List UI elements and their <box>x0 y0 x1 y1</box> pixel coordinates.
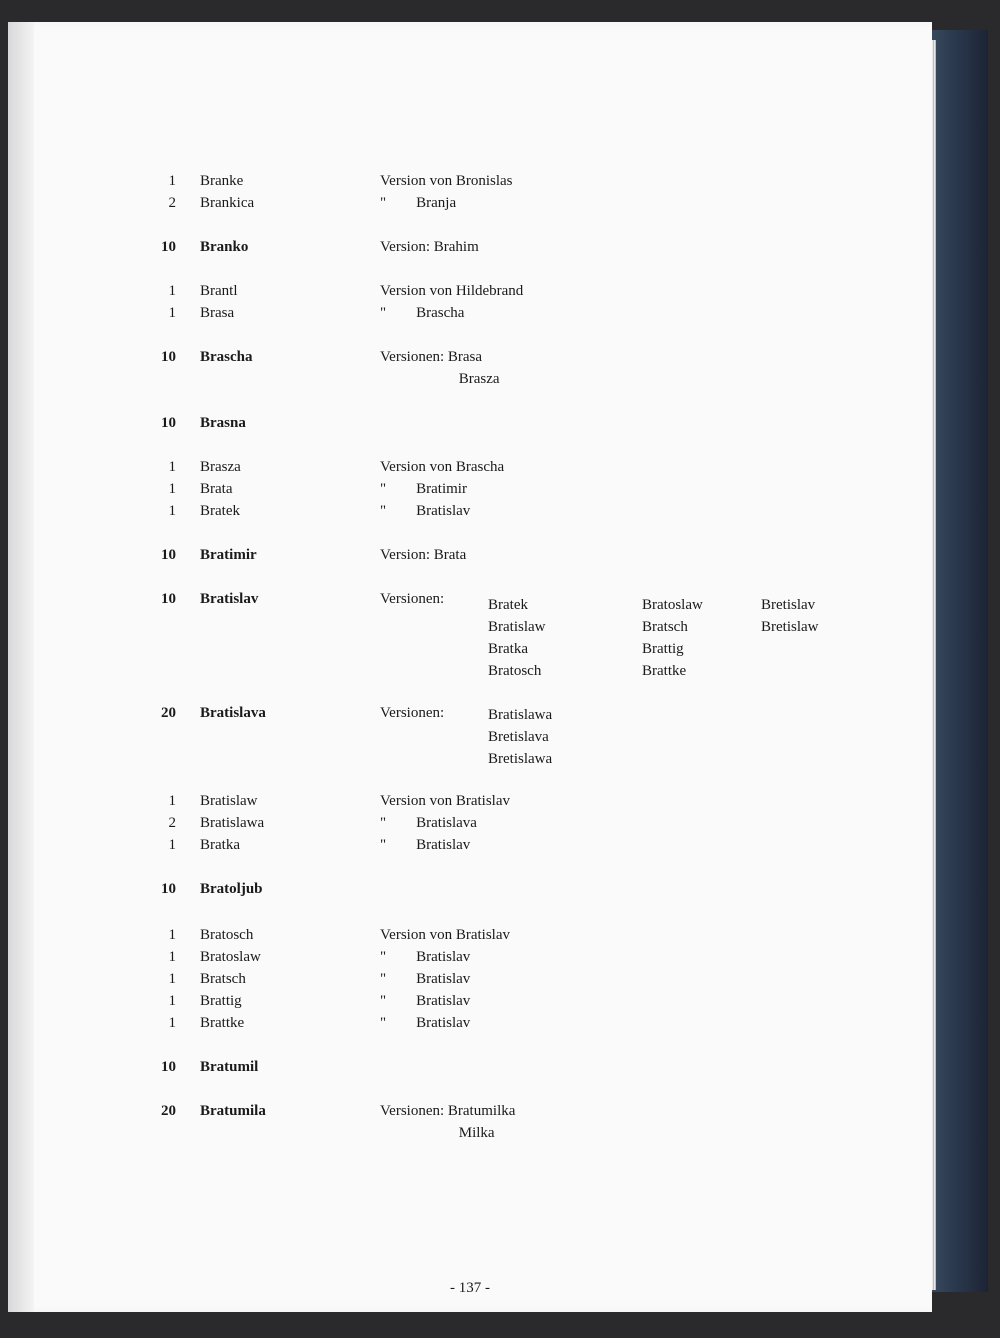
entry-count: 10 <box>161 415 176 431</box>
entry-count: 1 <box>168 503 176 519</box>
entry-name: Bratumila <box>200 1103 266 1119</box>
bratislava-version-3: Bretislawa <box>488 751 553 767</box>
book-cover-edge <box>930 30 988 1292</box>
bratislava-version-1: Bratislawa <box>488 707 553 723</box>
entry-name: Bratislaw <box>200 793 258 809</box>
bratislav-version-3-2: Bretislaw <box>761 619 819 635</box>
entry-name: Branko <box>200 239 249 255</box>
bratislav-version-1-3: Bratka <box>488 641 528 657</box>
entry-count: 1 <box>168 283 176 299</box>
entry-note: " Brascha <box>380 305 465 321</box>
entry-count: 10 <box>161 591 176 607</box>
entry-name: Brasna <box>200 415 246 431</box>
entry-note: Versionen: Brasa <box>380 349 483 365</box>
entry-name: Bratumil <box>200 1059 259 1075</box>
entry-note: Version von Bratislav <box>380 793 510 809</box>
entry-count: 20 <box>161 705 176 721</box>
entry-name: Bratosch <box>200 927 254 943</box>
entry-count: 1 <box>168 837 176 853</box>
entry-note: Milka <box>380 1125 495 1141</box>
bratislav-version-1-1: Bratek <box>488 597 528 613</box>
entry-note: Version: Brata <box>380 547 467 563</box>
entry-note: " Bratislav <box>380 837 471 853</box>
entry-name: Brasza <box>200 459 241 475</box>
bratislav-version-2-1: Bratoslaw <box>642 597 703 613</box>
entry-count: 2 <box>168 815 176 831</box>
bratislav-version-2-3: Brattig <box>642 641 684 657</box>
entry-name: Branke <box>200 173 244 189</box>
entry-name: Bratislawa <box>200 815 265 831</box>
entry-note: Version von Brascha <box>380 459 505 475</box>
entry-note: " Bratislav <box>380 993 471 1009</box>
entry-name: Bratoljub <box>200 881 263 897</box>
entry-note: " Bratimir <box>380 481 467 497</box>
entry-note: " Branja <box>380 195 457 211</box>
entry-name: Bratislava <box>200 705 266 721</box>
entry-count: 10 <box>161 349 176 365</box>
bratislav-version-3-1: Bretislav <box>761 597 816 613</box>
entry-name: Brattke <box>200 1015 245 1031</box>
entry-name: Brata <box>200 481 233 497</box>
entry-count: 1 <box>168 927 176 943</box>
entry-count: 10 <box>161 547 176 563</box>
entry-note: Versionen: Bratumilka <box>380 1103 516 1119</box>
entry-note: " Bratislav <box>380 1015 471 1031</box>
entry-note: " Bratislav <box>380 949 471 965</box>
entry-count: 1 <box>168 1015 176 1031</box>
entry-name: Brantl <box>200 283 238 299</box>
entry-count: 1 <box>168 971 176 987</box>
entry-count: 1 <box>168 459 176 475</box>
entry-note: Versionen: <box>380 591 445 607</box>
entry-count: 20 <box>161 1103 176 1119</box>
entry-note: " Bratislav <box>380 971 471 987</box>
bratislav-version-1-2: Bratislaw <box>488 619 546 635</box>
entry-name: Bratek <box>200 503 240 519</box>
entry-note: Version von Hildebrand <box>380 283 524 299</box>
entry-count: 1 <box>168 173 176 189</box>
entry-name: Bratimir <box>200 547 257 563</box>
bratislav-version-1-4: Bratosch <box>488 663 542 679</box>
entry-name: Bratoslaw <box>200 949 261 965</box>
bratislav-version-2-2: Bratsch <box>642 619 688 635</box>
entry-count: 1 <box>168 305 176 321</box>
entry-name: Brattig <box>200 993 242 1009</box>
entry-note: " Bratislav <box>380 503 471 519</box>
bratislava-version-2: Bretislava <box>488 729 549 745</box>
bratislav-version-2-4: Brattke <box>642 663 687 679</box>
entry-count: 2 <box>168 195 176 211</box>
entry-count: 1 <box>168 949 176 965</box>
entry-count: 1 <box>168 481 176 497</box>
entry-note: Version von Bronislas <box>380 173 513 189</box>
entry-count: 10 <box>161 881 176 897</box>
entry-name: Bratislav <box>200 591 259 607</box>
entry-note: Version von Bratislav <box>380 927 510 943</box>
entry-name: Brankica <box>200 195 255 211</box>
entry-count: 1 <box>168 793 176 809</box>
entry-note: Version: Brahim <box>380 239 479 255</box>
entry-count: 10 <box>161 1059 176 1075</box>
entry-note: Brasza <box>380 371 500 387</box>
name-entries <box>8 22 932 1312</box>
entry-count: 10 <box>161 239 176 255</box>
entry-count: 1 <box>168 993 176 1009</box>
page-number: - 137 - <box>450 1280 490 1296</box>
entry-name: Bratka <box>200 837 240 853</box>
entry-name: Brascha <box>200 349 253 365</box>
entry-note: " Bratislava <box>380 815 477 831</box>
entry-name: Bratsch <box>200 971 246 987</box>
entry-note: Versionen: <box>380 705 445 721</box>
entry-name: Brasa <box>200 305 235 321</box>
book-page <box>8 22 932 1312</box>
